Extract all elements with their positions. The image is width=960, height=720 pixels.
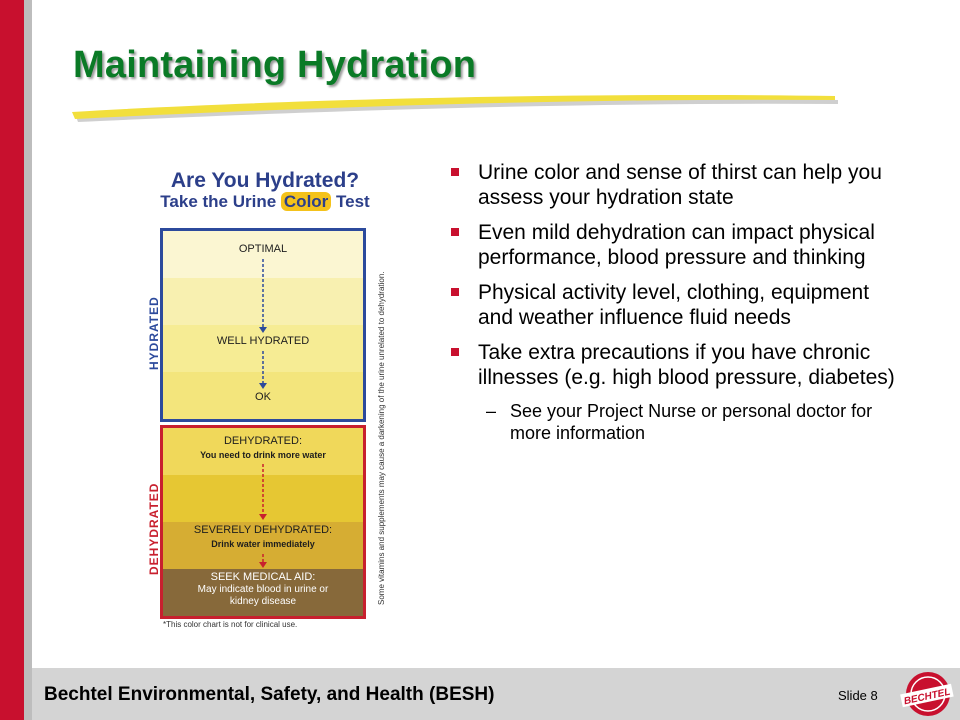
level-dehydrated-note: You need to drink more water — [200, 450, 326, 460]
level-severely-dehydrated: SEVERELY DEHYDRATED: — [193, 524, 333, 536]
sub-bullet-item: – See your Project Nurse or personal doctor for more information — [486, 401, 873, 443]
bullet-item: Take extra precautions if you have chronic illnesses (e.g. high blood pressure, diabetes) — [448, 340, 898, 390]
square-bullet-icon — [451, 348, 459, 356]
slide-title: Maintaining Hydration — [73, 44, 477, 86]
bullet-item: Even mild dehydration can impact physical performance, blood pressure and thinking — [448, 220, 898, 270]
square-bullet-icon — [451, 168, 459, 176]
footer-title: Bechtel Environmental, Safety, and Health (BESH) — [44, 684, 495, 705]
square-bullet-icon — [451, 228, 459, 236]
dehydrated-arrow — [163, 428, 363, 616]
bullet-list — [448, 160, 898, 444]
dehydrated-side-label: DEHYDRATED — [147, 482, 161, 575]
left-red-strip — [0, 0, 24, 720]
left-gray-strip — [24, 0, 32, 720]
chart-footnote: *This color chart is not for clinical use. — [163, 620, 298, 629]
urine-color-chart — [130, 165, 400, 635]
svg-text:BECHTEL: BECHTEL — [902, 686, 952, 708]
level-optimal: OPTIMAL — [238, 243, 288, 255]
hydrated-section — [160, 228, 366, 422]
bullet-item: Urine color and sense of thirst can help you assess your hydration state — [448, 160, 898, 210]
slide-number: Slide 8 — [838, 688, 878, 703]
color-highlight: Color — [281, 192, 331, 211]
square-bullet-icon — [451, 288, 459, 296]
level-seek-medical-aid: SEEK MEDICAL AID: — [210, 571, 316, 583]
bechtel-logo-icon — [898, 668, 956, 720]
chart-title: Are You Hydrated? — [170, 169, 360, 192]
title-underline-swoosh — [70, 92, 840, 126]
level-dehydrated: DEHYDRATED: — [223, 435, 303, 447]
bullet-item: Physical activity level, clothing, equipment and weather influence fluid needs — [448, 280, 898, 330]
level-ok: OK — [255, 391, 271, 403]
level-seek-note-1: May indicate blood in urine or — [197, 584, 329, 595]
level-severely-note: Drink water immediately — [211, 539, 315, 549]
dash-bullet-icon: – — [486, 401, 497, 421]
level-seek-note-2: kidney disease — [229, 596, 297, 607]
hydrated-arrow — [163, 231, 363, 419]
hydrated-side-label: HYDRATED — [147, 296, 161, 370]
supplement-note: Some vitamins and supplements may cause a darkening of the urine unrelated to dehydration. — [377, 271, 386, 605]
chart-subtitle: Take the Urine Color Test — [160, 192, 370, 211]
level-well-hydrated: WELL HYDRATED — [216, 335, 310, 347]
dehydrated-section — [160, 425, 366, 619]
